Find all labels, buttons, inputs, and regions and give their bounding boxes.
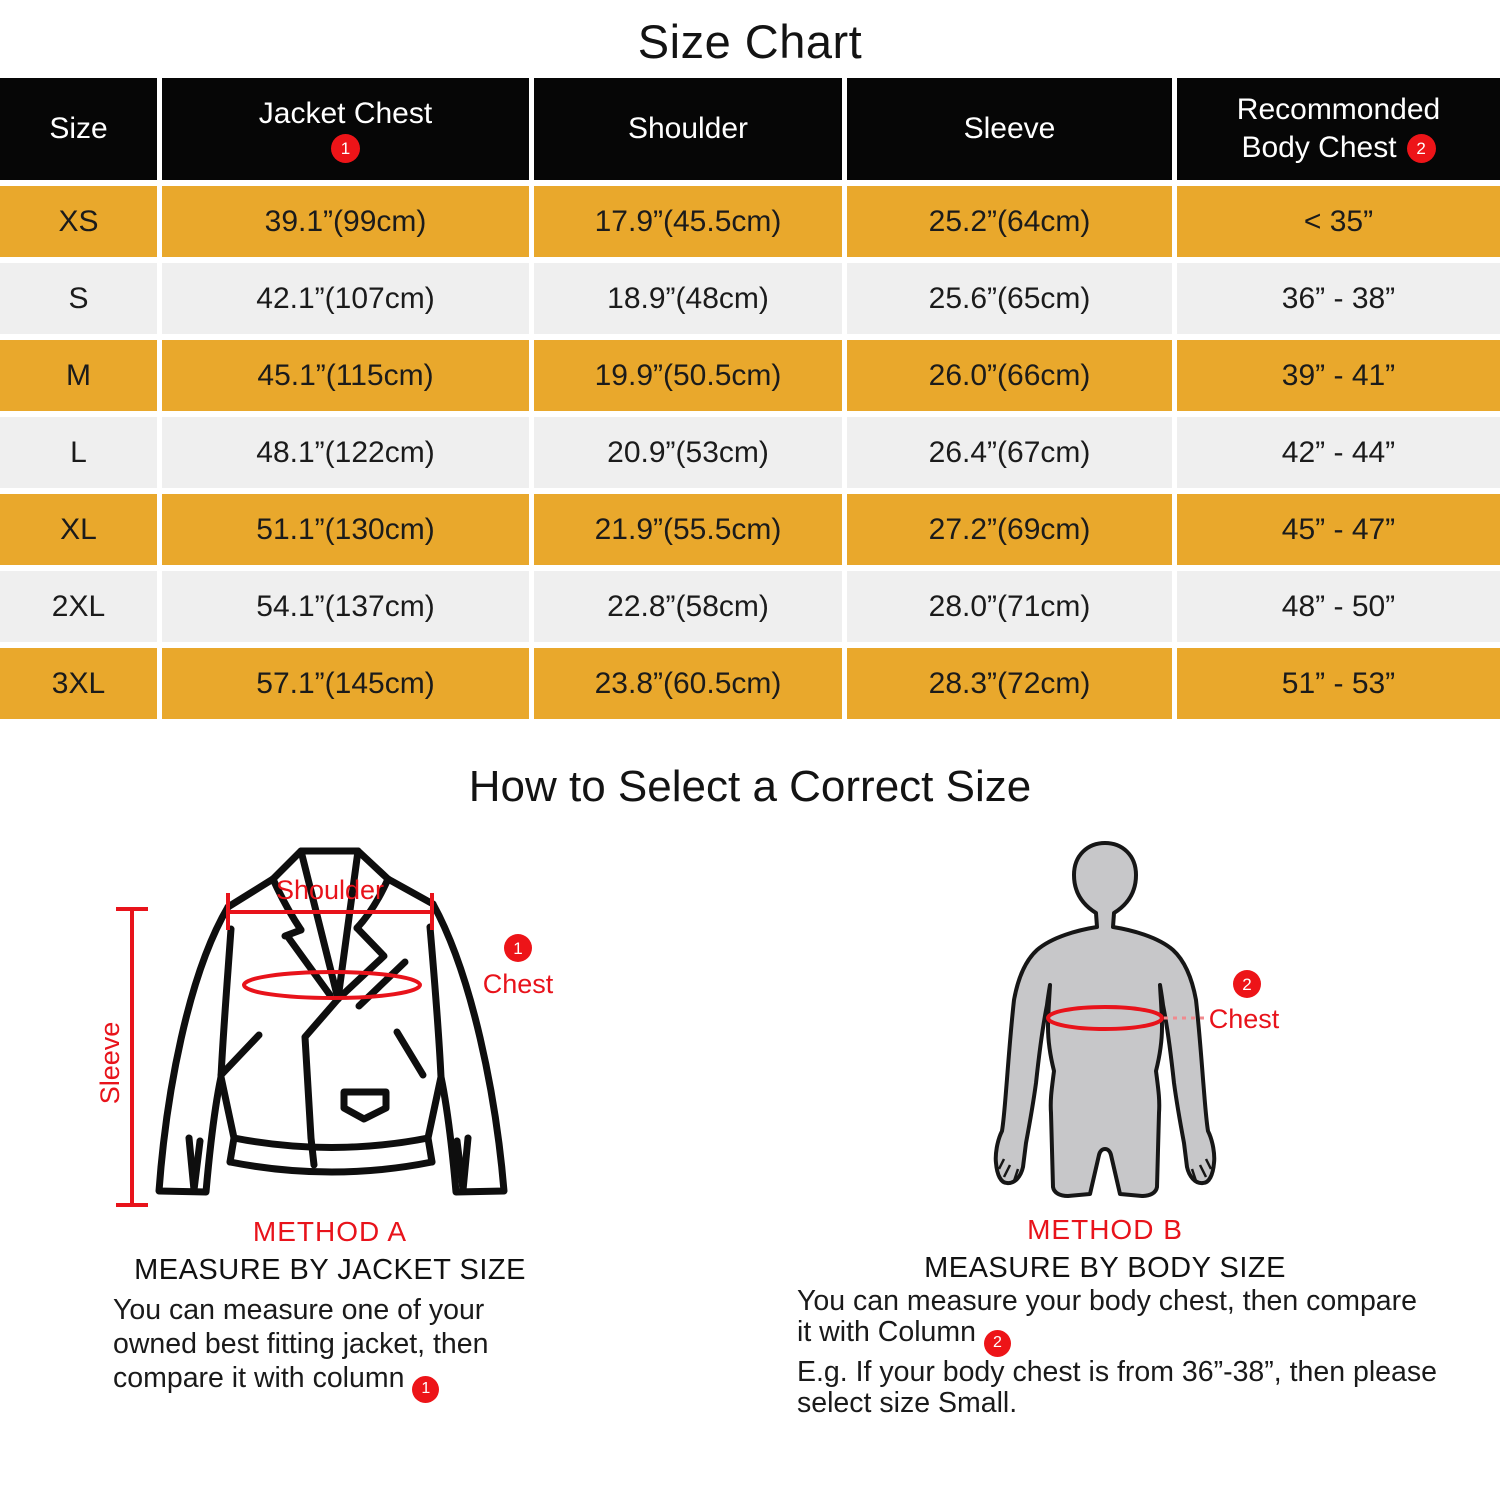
method-b-line-3: E.g. If your body chest is from 36”-38”, then please xyxy=(797,1355,1437,1388)
size-cell-XS-body-chest: < 35” xyxy=(1177,186,1500,257)
size-cell-S-jacket-chest: 42.1”(107cm) xyxy=(162,263,529,334)
size-cell-3XL-body-chest: 51” - 53” xyxy=(1177,648,1500,719)
size-cell-2XL-sleeve: 28.0”(71cm) xyxy=(847,571,1172,642)
method-a-line-3: compare it with column xyxy=(113,1362,405,1394)
method-a-line-2: owned best fitting jacket, then xyxy=(113,1328,489,1360)
header-badge-2: 2 xyxy=(1407,134,1436,163)
page-title: Size Chart xyxy=(637,15,863,68)
method-b-line-2: it with Column xyxy=(797,1316,976,1348)
method-b-line-4: select size Small. xyxy=(797,1386,1018,1419)
header-badge-1: 1 xyxy=(331,134,360,163)
jacket-chest-label: Chest xyxy=(482,969,554,999)
size-cell-L-sleeve: 26.4”(67cm) xyxy=(847,417,1172,488)
size-cell-3XL-size: 3XL xyxy=(0,648,157,719)
method-b-description xyxy=(797,1286,1497,1419)
guide-heading: How to Select a Correct Size xyxy=(468,762,1032,811)
size-cell-S-sleeve: 25.6”(65cm) xyxy=(847,263,1172,334)
size-cell-XL-jacket-chest: 51.1”(130cm) xyxy=(162,494,529,565)
size-cell-2XL-jacket-chest: 54.1”(137cm) xyxy=(162,571,529,642)
size-cell-XL-body-chest: 45” - 47” xyxy=(1177,494,1500,565)
size-cell-M-shoulder: 19.9”(50.5cm) xyxy=(534,340,842,411)
body-silhouette xyxy=(996,843,1215,1196)
column-header-body-chest xyxy=(1177,78,1500,180)
column-header-label: Recommonded xyxy=(1236,93,1441,126)
method-a-caption xyxy=(130,1216,530,1287)
column-header-label: Shoulder xyxy=(627,112,749,145)
method-a-sublabel: MEASURE BY JACKET SIZE xyxy=(134,1254,526,1286)
method-b-label: METHOD B xyxy=(1027,1214,1183,1245)
method-b-sublabel: MEASURE BY BODY SIZE xyxy=(924,1252,1286,1284)
size-cell-XL-sleeve: 27.2”(69cm) xyxy=(847,494,1172,565)
column-header-sleeve xyxy=(847,78,1172,180)
size-cell-3XL-sleeve: 28.3”(72cm) xyxy=(847,648,1172,719)
size-cell-2XL-body-chest: 48” - 50” xyxy=(1177,571,1500,642)
column-header-label: Size xyxy=(49,112,108,145)
column-header-label: Sleeve xyxy=(963,112,1056,145)
size-cell-L-size: L xyxy=(0,417,157,488)
size-cell-XS-sleeve: 25.2”(64cm) xyxy=(847,186,1172,257)
size-cell-XS-size: XS xyxy=(0,186,157,257)
column-2-badge: 2 xyxy=(984,1330,1011,1357)
size-cell-S-size: S xyxy=(0,263,157,334)
method-a-description xyxy=(113,1293,488,1403)
column-header-label: Jacket Chest xyxy=(258,96,433,130)
column-header-shoulder xyxy=(534,78,842,180)
size-cell-3XL-jacket-chest: 57.1”(145cm) xyxy=(162,648,529,719)
size-cell-S-shoulder: 18.9”(48cm) xyxy=(534,263,842,334)
size-cell-M-jacket-chest: 45.1”(115cm) xyxy=(162,340,529,411)
size-cell-XS-shoulder: 17.9”(45.5cm) xyxy=(534,186,842,257)
sleeve-label: Sleeve xyxy=(95,1021,125,1105)
size-cell-2XL-size: 2XL xyxy=(0,571,157,642)
body-measure-diagram xyxy=(960,835,1300,1215)
size-cell-L-jacket-chest: 48.1”(122cm) xyxy=(162,417,529,488)
size-cell-M-body-chest: 39” - 41” xyxy=(1177,340,1500,411)
column-header-label: Body Chest xyxy=(1241,131,1397,164)
body-chest-label: Chest xyxy=(1208,1004,1280,1034)
method-a-label: METHOD A xyxy=(252,1216,408,1247)
jacket-measure-diagram xyxy=(80,835,560,1215)
size-cell-2XL-shoulder: 22.8”(58cm) xyxy=(534,571,842,642)
hand-finger-lines xyxy=(999,1159,1211,1181)
method-b-line-1: You can measure your body chest, then compare xyxy=(797,1285,1417,1317)
shoulder-label: Shoulder xyxy=(275,875,385,905)
size-cell-3XL-shoulder: 23.8”(60.5cm) xyxy=(534,648,842,719)
size-cell-XL-shoulder: 21.9”(55.5cm) xyxy=(534,494,842,565)
column-header-jacket-chest xyxy=(162,78,529,180)
size-cell-S-body-chest: 36” - 38” xyxy=(1177,263,1500,334)
size-cell-M-sleeve: 26.0”(66cm) xyxy=(847,340,1172,411)
column-header-size xyxy=(0,78,157,180)
size-cell-L-shoulder: 20.9”(53cm) xyxy=(534,417,842,488)
method-b-caption xyxy=(905,1214,1305,1285)
column-1-badge: 1 xyxy=(412,1376,439,1403)
method-a-line-1: You can measure one of your xyxy=(113,1294,485,1326)
size-table xyxy=(0,78,1500,719)
size-cell-XL-size: XL xyxy=(0,494,157,565)
size-cell-XS-jacket-chest: 39.1”(99cm) xyxy=(162,186,529,257)
size-cell-L-body-chest: 42” - 44” xyxy=(1177,417,1500,488)
chest-badge-2-number: 2 xyxy=(1242,975,1252,994)
chest-badge-1-number: 1 xyxy=(513,939,523,958)
size-cell-M-size: M xyxy=(0,340,157,411)
